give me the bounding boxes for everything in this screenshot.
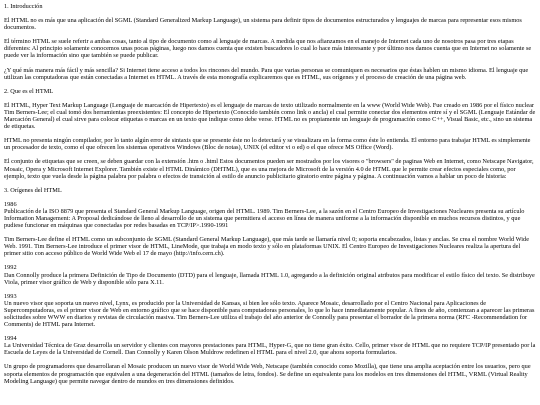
paragraph: Publicación de la ISO 8879 que presenta el Standard General Markup Language, origen del HTML. 1989. Tim Berners-Lee, a la sazón en el Centro Europeo de Investigaciones Nucleares presenta su artículo Information Management: A Proposal dedicándose de lleno al desarrollo de un sistema que permitiera el acceso en línea de manera uniforme a la información disponible en muchos recursos distintos, y que pudiese funcionar en máquinas que conectadas por redes basadas en TCP/IP>.1990-1991 — [4, 207, 525, 230]
paragraph: Dan Connolly produce la primera Definición de Tipo de Documento (DTD) para el lenguaje, llamada HTML 1.0, agregando a la definición original atributos para modificar el estilo físico del texto. Se distribuye Viola, primer visor gráfico de Web y disponible sólo para X.11. — [4, 271, 535, 286]
year-label: 1993 — [4, 292, 17, 300]
paragraph: Un nuevo visor que soporta un nuevo nivel, Lynx, es producido por la Universidad de Kansas, si bien lee sólo texto. Aparece Mosaic, desarrollado por el Centro Nacional para Aplicaciones de Supercomputadoras, es el primer visor de Web en entorno gráfico que se hace disponible para computadoras personales, lo que lo hace inmediatamente popular. A fines de año, comienzan a aparecer las primeras solicitudes sobre WWW en diarios y revistas de circulación masiva. Tim Berners-Lee utiliza el trabajo del año anterior de Connolly para presentar el borrador de la primera norma (RFC -Recommendation for Comments) de HTML para Internet. — [4, 299, 535, 329]
history-entry-netscape — [4, 363, 536, 384]
paragraph: HTML no presenta ningún compilador, por lo tanto algún error de sintaxis que se presente éste no lo detectará y se visualizara en la forma como éste lo entienda. El entorno para trabajar HTML es simplemente un procesador de texto, como el que ofrecen los sistemas operativos Windows (Bloc de notas), UNIX (el editor vi o ed) o el que ofrece MS Office (Word). — [4, 137, 531, 152]
history-entry-1986 — [4, 201, 536, 229]
section-heading-origenes-html: 3. Orígenes del HTML — [4, 186, 62, 194]
section-heading-introduccion: 1. Introducción — [4, 3, 43, 10]
paragraph: La Universidad Técnica de Graz desarrolla un servidor y clientes con mayores prestaciones para HTML, Hyper-G, que no tiene gran éxito. Cello, primer visor de HTML que no requiere TCP/IP presentado por la Escuela de Leyes de la Universidad de Cornell. Dan Connolly y Karen Olson Muldrow redefinen el HTML para el nivel 2.0, que ahora soporta formularios. — [4, 342, 536, 357]
history-entry-1993 — [4, 293, 536, 328]
year-label: 1992 — [4, 264, 17, 272]
section-heading-que-es-html: 2. Que es el HTML — [4, 87, 54, 95]
history-entry-1994 — [4, 335, 536, 356]
paragraph: Un grupo de programadores que desarrollaran el Mosaic producen un nuevo visor de World Wide Web, Netscape (también conocido como Mozilla), que tiene una amplia aceptación entre los usuarios, pero que soporta elementos de programación que equivalen a una degeneración del HTML (tamaños de letra, fondos). Se define un equivalente para los modelos en tres dimensiones del HTML, VRML (Virtual Reality Modeling Language) que permite navegar dentro de mundos en tres dimensiones definidos. — [4, 363, 531, 385]
paragraph: El conjunto de etiquetas que se creen, se deben guardar con la extensión .htm o .html Estos documentos pueden ser mostrados por los visores o "browsers" de paginas Web en Internet, como Netscape Navigator, Mosaic, Opera y Microsoft Internet Explorer. También existe el HTML Dinámico (DHTML), que es una mejora de Microsoft de la versión 4.0 de HTML que le permite crear efectos especiales como, por ejemplo, texto que vuela desde la página palabra por palabra o efectos de transición al estilo de anuncio publicitario giratorio entre página y página. A continuación vamos a hablar un poco de historia: — [4, 158, 534, 180]
paragraph: El término HTML se suele referir a ambas cosas, tanto al tipo de documento como al lenguaje de marcas. A medida que nos afianzamos en el manejo de Internet cada uno de nosotros pasa por tres etapas diferentes: Al principio solamente conocemos unas pocas páginas, luego nos damos cuenta que existen buscadores lo cual lo hace más interesante y por último nos damos cuenta que en Internet no solamente se puede ver la información sino que también se puede publicar. — [4, 38, 532, 60]
history-entry-1991 — [4, 236, 536, 257]
paragraph: Tim Berners-Lee define el HTML como un subconjunto de SGML (Standard General Markup Language), que más tarde se llamaría nivel 0; soporta encabezados, listas y anclas. Se crea el nombre World Wide Web. 1991. Tim Berners-Lee introduce el primer visor de HTML, LineMode, que trabaja en modo texto y sólo en plataformas UNIX. El Centro Europeo de Investigaciones Nucleares realiza la apertura del primer sitio con acceso público de World Wide Web el 17 de mayo (http://info.cern.ch). — [4, 236, 529, 258]
history-entry-1992 — [4, 264, 536, 285]
paragraph: El HTML, Hyper Text Markup Language (Lenguaje de marcación de Hipertexto) es el lenguaje de marcas de texto utilizado normalmente en la www (World Wide Web). Fue creado en 1986 por el físico nuclear Tim Berners-Lee; el cual tomó dos herramientas preexistentes: El concepto de Hipertexto (Conocido también como link o ancla) el cual permite conectar dos elementos entre sí y el SGML (Lenguaje Estándar de Marcación General) el cual sirve para colocar etiquetas o marcas en un texto que indique como debe verse. HTML no es propiamente un lenguaje de programación como C++, Visual Basic, etc., sino un sistema de etiquetas. — [4, 101, 536, 131]
paragraph: El HTML no es más que una aplicación del SGML (Standard Generalized Markup Language), un sistema para definir tipos de documentos estructurados y lenguajes de marcas para representar esos mismos documentos. — [4, 17, 522, 32]
year-label: 1986 — [4, 200, 17, 208]
year-label: 1994 — [4, 335, 17, 343]
paragraph: ¿Y qué más manera más fácil y más sencilla? Si Internet tiene acceso a todos los rincones del mundo. Para que varias personas se comuniquen es necesarios que éstas hablen un mismo idioma. El lenguaje que utilizan las computadoras que están conectadas a Internet es HTML. A través de esta monografía explicaremos que es HTML, sus orígenes y el proceso de creación de una página web. — [4, 66, 529, 81]
